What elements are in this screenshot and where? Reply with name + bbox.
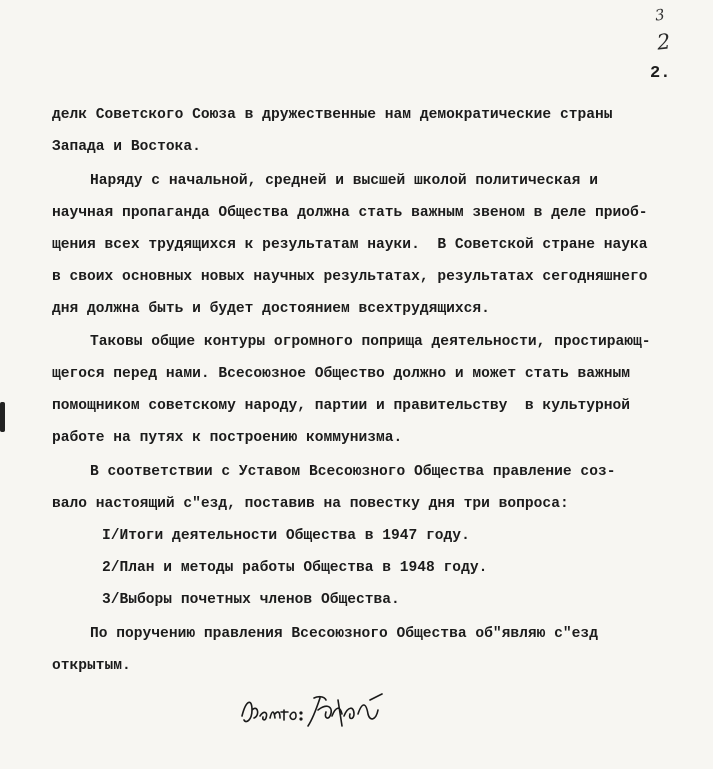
- text-line: щения всех трудящихся к результатам науки. В Советской стране наука: [52, 237, 648, 253]
- text-line: Наряду с начальной, средней и высшей школой политическая и: [90, 173, 598, 189]
- text-line: щегося перед нами. Всесоюзное Общество должно и может стать важным: [52, 366, 631, 382]
- agenda-item: 2/План и методы работы Общества в 1948 году.: [102, 560, 488, 576]
- agenda-item: I/Итоги деятельности Общества в 1947 году.: [102, 528, 470, 544]
- margin-mark: [0, 402, 5, 432]
- page-number: 2.: [650, 64, 671, 83]
- text-line: В соответствии с Уставом Всесоюзного Общества правление соз-: [90, 464, 616, 480]
- archive-circled-mark: 2: [655, 29, 672, 55]
- text-line: в своих основных новых научных результатах, результатах сегодняшнего: [52, 269, 648, 285]
- archive-folio-mark: 3: [653, 5, 666, 25]
- text-line: По поручению правления Всесоюзного Общества об"являю с"езд: [90, 626, 598, 642]
- agenda-item: 3/Выборы почетных членов Общества.: [102, 592, 400, 608]
- text-line: работе на путях к построению коммунизма.: [52, 430, 403, 446]
- text-line: Таковы общие контуры огромного поприща деятельности, простирающ-: [90, 334, 651, 350]
- text-line: научная пропаганда Общества должна стать важным звеном в деле приоб-: [52, 205, 648, 221]
- text-line: Запада и Востока.: [52, 139, 201, 155]
- handwritten-signature: [238, 680, 398, 740]
- text-line: вало настоящий с"езд, поставив на повестку дня три вопроса:: [52, 496, 569, 512]
- text-line: помощником советскому народу, партии и правительству в культурной: [52, 398, 631, 414]
- text-line: делк Советского Союза в дружественные нам демократические страны: [52, 107, 613, 123]
- text-line: дня должна быть и будет достоянием всехтрудящихся.: [52, 301, 490, 317]
- text-line: открытым.: [52, 658, 131, 674]
